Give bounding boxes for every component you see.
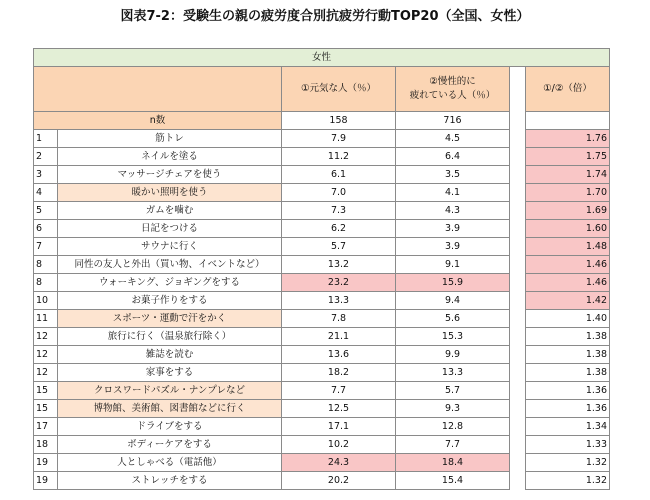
label-cell: お菓子作りをする bbox=[58, 292, 282, 310]
ratio-cell: 1.69 bbox=[526, 202, 610, 220]
label-cell: ボディーケアをする bbox=[58, 436, 282, 454]
label-cell: 筋トレ bbox=[58, 130, 282, 148]
ratio-cell: 1.75 bbox=[526, 148, 610, 166]
value-tired-cell: 4.3 bbox=[396, 202, 510, 220]
value-energetic-cell: 7.0 bbox=[282, 184, 396, 202]
col2-header-line2: 疲れている人（％） bbox=[409, 90, 496, 101]
rank-cell: 8 bbox=[34, 274, 58, 292]
label-cell: 博物館、美術館、図書館などに行く bbox=[58, 400, 282, 418]
value-energetic-cell: 13.3 bbox=[282, 292, 396, 310]
label-cell: スポーツ・運動で汗をかく bbox=[58, 310, 282, 328]
ratio-cell: 1.46 bbox=[526, 274, 610, 292]
rank-cell: 4 bbox=[34, 184, 58, 202]
value-energetic-cell: 13.2 bbox=[282, 256, 396, 274]
label-cell: ドライブをする bbox=[58, 418, 282, 436]
value-energetic-cell: 20.2 bbox=[282, 472, 396, 490]
label-cell: 旅行に行く（温泉旅行除く） bbox=[58, 328, 282, 346]
value-energetic-cell: 7.7 bbox=[282, 382, 396, 400]
value-energetic-cell: 23.2 bbox=[282, 274, 396, 292]
col2-header-line1: ②慢性的に bbox=[429, 76, 476, 87]
ratio-cell: 1.42 bbox=[526, 292, 610, 310]
rank-cell: 1 bbox=[34, 130, 58, 148]
value-energetic-cell: 7.3 bbox=[282, 202, 396, 220]
rank-cell: 8 bbox=[34, 256, 58, 274]
value-tired-cell: 3.5 bbox=[396, 166, 510, 184]
ratio-cell: 1.36 bbox=[526, 382, 610, 400]
group-header: 女性 bbox=[34, 49, 610, 67]
rank-cell: 3 bbox=[34, 166, 58, 184]
label-cell: 日記をつける bbox=[58, 220, 282, 238]
value-tired-cell: 9.3 bbox=[396, 400, 510, 418]
value-tired-cell: 15.3 bbox=[396, 328, 510, 346]
value-energetic-cell: 5.7 bbox=[282, 238, 396, 256]
n-ratio-blank bbox=[526, 112, 610, 130]
value-tired-cell: 4.1 bbox=[396, 184, 510, 202]
label-cell: ストレッチをする bbox=[58, 472, 282, 490]
value-energetic-cell: 21.1 bbox=[282, 328, 396, 346]
ratio-cell: 1.48 bbox=[526, 238, 610, 256]
value-tired-cell: 15.9 bbox=[396, 274, 510, 292]
data-table bbox=[33, 48, 610, 490]
value-tired-cell: 9.9 bbox=[396, 346, 510, 364]
label-cell: 暖かい照明を使う bbox=[58, 184, 282, 202]
value-energetic-cell: 11.2 bbox=[282, 148, 396, 166]
ratio-cell: 1.38 bbox=[526, 364, 610, 382]
value-tired-cell: 13.3 bbox=[396, 364, 510, 382]
value-tired-cell: 5.6 bbox=[396, 310, 510, 328]
chart-title: 図表7-2：受験生の親の疲労度合別抗疲労行動TOP20（全国、女性） bbox=[120, 9, 530, 24]
ratio-cell: 1.38 bbox=[526, 328, 610, 346]
label-cell: ウォーキング、ジョギングをする bbox=[58, 274, 282, 292]
rank-cell: 5 bbox=[34, 202, 58, 220]
ratio-cell: 1.46 bbox=[526, 256, 610, 274]
group-header-row bbox=[34, 49, 610, 67]
value-tired-cell: 18.4 bbox=[396, 454, 510, 472]
n-value-1: 158 bbox=[282, 112, 396, 130]
label-cell: クロスワードパズル・ナンプレなど bbox=[58, 382, 282, 400]
rank-cell: 12 bbox=[34, 346, 58, 364]
value-energetic-cell: 12.5 bbox=[282, 400, 396, 418]
rank-cell: 7 bbox=[34, 238, 58, 256]
column-gap bbox=[510, 67, 526, 490]
value-energetic-cell: 6.2 bbox=[282, 220, 396, 238]
value-energetic-cell: 17.1 bbox=[282, 418, 396, 436]
ratio-cell: 1.70 bbox=[526, 184, 610, 202]
rank-cell: 12 bbox=[34, 364, 58, 382]
value-tired-cell: 12.8 bbox=[396, 418, 510, 436]
rank-cell: 19 bbox=[34, 472, 58, 490]
ratio-cell: 1.36 bbox=[526, 400, 610, 418]
ratio-cell: 1.76 bbox=[526, 130, 610, 148]
col1-header: ①元気な人（％） bbox=[282, 67, 396, 112]
value-tired-cell: 15.4 bbox=[396, 472, 510, 490]
rank-cell: 11 bbox=[34, 310, 58, 328]
ratio-cell: 1.33 bbox=[526, 436, 610, 454]
rank-cell: 19 bbox=[34, 454, 58, 472]
label-cell: 家事をする bbox=[58, 364, 282, 382]
col2-header bbox=[396, 67, 510, 112]
label-cell: 人としゃべる（電話他） bbox=[58, 454, 282, 472]
value-tired-cell: 7.7 bbox=[396, 436, 510, 454]
ratio-cell: 1.32 bbox=[526, 454, 610, 472]
value-tired-cell: 3.9 bbox=[396, 220, 510, 238]
value-tired-cell: 3.9 bbox=[396, 238, 510, 256]
ratio-cell: 1.60 bbox=[526, 220, 610, 238]
ratio-cell: 1.38 bbox=[526, 346, 610, 364]
label-cell: マッサージチェアを使う bbox=[58, 166, 282, 184]
value-energetic-cell: 10.2 bbox=[282, 436, 396, 454]
rank-cell: 15 bbox=[34, 382, 58, 400]
label-cell: ネイルを塗る bbox=[58, 148, 282, 166]
ratio-cell: 1.40 bbox=[526, 310, 610, 328]
label-cell: ガムを噛む bbox=[58, 202, 282, 220]
value-energetic-cell: 24.3 bbox=[282, 454, 396, 472]
value-tired-cell: 9.1 bbox=[396, 256, 510, 274]
ratio-cell: 1.32 bbox=[526, 472, 610, 490]
value-tired-cell: 5.7 bbox=[396, 382, 510, 400]
rank-cell: 6 bbox=[34, 220, 58, 238]
value-energetic-cell: 7.8 bbox=[282, 310, 396, 328]
col3-header: ①/②（倍） bbox=[526, 67, 610, 112]
rank-cell: 10 bbox=[34, 292, 58, 310]
column-header-row bbox=[34, 67, 610, 112]
value-energetic-cell: 6.1 bbox=[282, 166, 396, 184]
label-cell: サウナに行く bbox=[58, 238, 282, 256]
n-label: n数 bbox=[34, 112, 282, 130]
value-energetic-cell: 13.6 bbox=[282, 346, 396, 364]
n-value-2: 716 bbox=[396, 112, 510, 130]
rank-cell: 2 bbox=[34, 148, 58, 166]
rank-cell: 15 bbox=[34, 400, 58, 418]
value-tired-cell: 4.5 bbox=[396, 130, 510, 148]
header-blank bbox=[34, 67, 282, 112]
value-tired-cell: 9.4 bbox=[396, 292, 510, 310]
value-energetic-cell: 18.2 bbox=[282, 364, 396, 382]
value-energetic-cell: 7.9 bbox=[282, 130, 396, 148]
ratio-cell: 1.74 bbox=[526, 166, 610, 184]
rank-cell: 18 bbox=[34, 436, 58, 454]
ratio-cell: 1.34 bbox=[526, 418, 610, 436]
value-tired-cell: 6.4 bbox=[396, 148, 510, 166]
label-cell: 雑誌を読む bbox=[58, 346, 282, 364]
label-cell: 同性の友人と外出（買い物、イベントなど） bbox=[58, 256, 282, 274]
rank-cell: 12 bbox=[34, 328, 58, 346]
rank-cell: 17 bbox=[34, 418, 58, 436]
